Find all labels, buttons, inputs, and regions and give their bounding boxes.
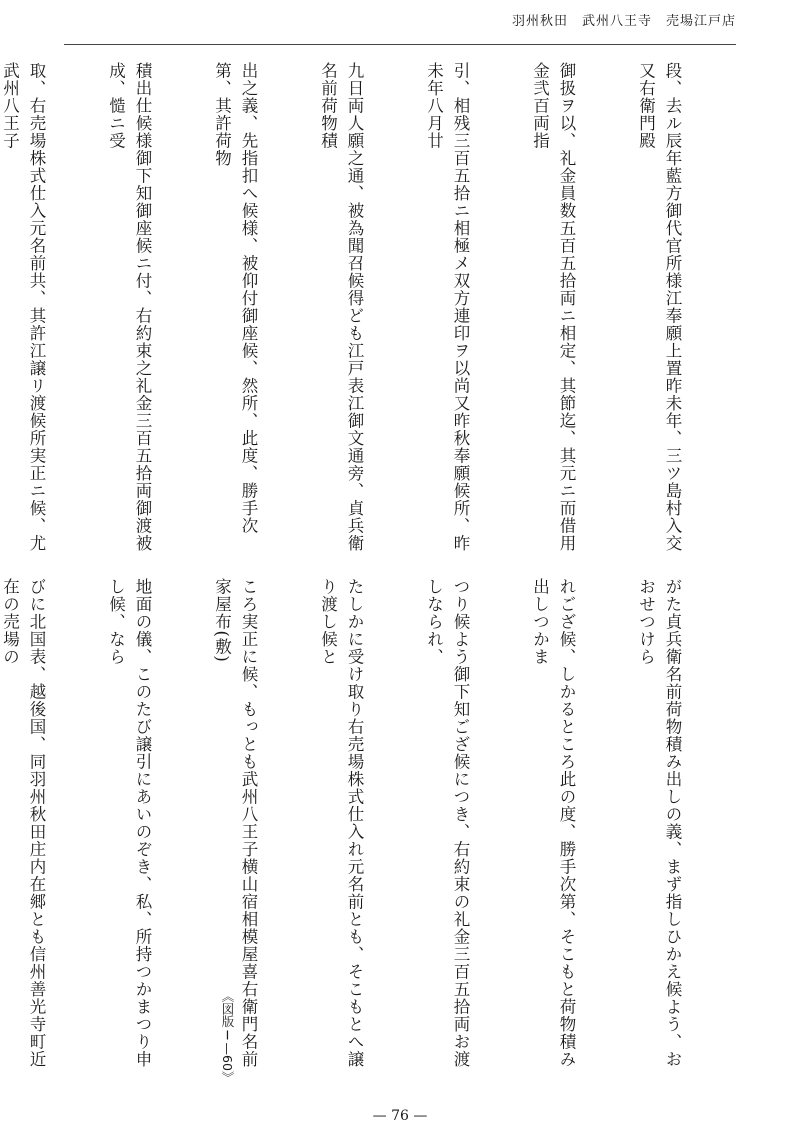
text-line: れござ候、しかるところ此の度、勝手次第、そこもと荷物積み出しつかま [530, 578, 576, 1068]
header-rule [64, 44, 736, 45]
text-line: たしかに受け取り右売場株式仕入れ元名前とも、そこもとへ譲り渡し候と [318, 578, 364, 1068]
text-line: がた貞兵衛名前荷物積み出しの義、まず指しひかえ候よう、おおせつけら [636, 578, 682, 1068]
bottom-text-block [0, 578, 738, 1083]
text-line: つり候よう御下知ござ候につき、右約束の礼金三百五拾両お渡しなられ、 [424, 578, 470, 1068]
page-number: — 76 — [372, 1108, 428, 1124]
running-header: 羽州秋田 武州八王寺 売場江戸店 [511, 14, 736, 29]
text-line: びに北国表、越後国、同羽州秋田庄内在郷とも信州善光寺町近在の売場の [0, 578, 46, 1068]
text-line: ころ実正に候、もっとも武州八王子横山宿相模屋喜右衛門名前家屋布(敷) [212, 578, 258, 1068]
text-line: 九日両人願之通、被為聞召候得ども江戸表江御文通旁、貞兵衛名前荷物積 [318, 62, 364, 552]
text-line: 積出仕候様御下知御座候ニ付、右約束之礼金三百五拾両御渡被成、慥ニ受 [106, 62, 152, 552]
text-line: 地面の儀、このたび譲引にあいのぞき、私、所持つかまつり申し候、なら [106, 578, 152, 1068]
text-line: 出之義、先指扣へ候様、被仰付御座候、然所、此度、勝手次第、其許荷物 [212, 62, 258, 535]
text-line: 御扱ヲ以、礼金員数五百五拾両ニ相定、其節迄、其元ニ而借用金弐百両指 [530, 62, 576, 552]
figure-reference: 《図版Ⅰ—60》 [220, 990, 235, 1084]
text-line: 引、相残三百五拾ニ相極メ双方連印ヲ以尚又昨秋奉願候所、昨未年八月廿 [424, 62, 470, 552]
text-line: 段、去ル辰年藍方御代官所様江奉願上置昨未年、三ツ島村入交又右衛門殿 [636, 62, 682, 552]
top-text-block [0, 62, 738, 557]
text-line: 取、右売場株式仕入元名前共、其許江譲リ渡候所実正ニ候、尤武州八王子 [0, 62, 46, 552]
